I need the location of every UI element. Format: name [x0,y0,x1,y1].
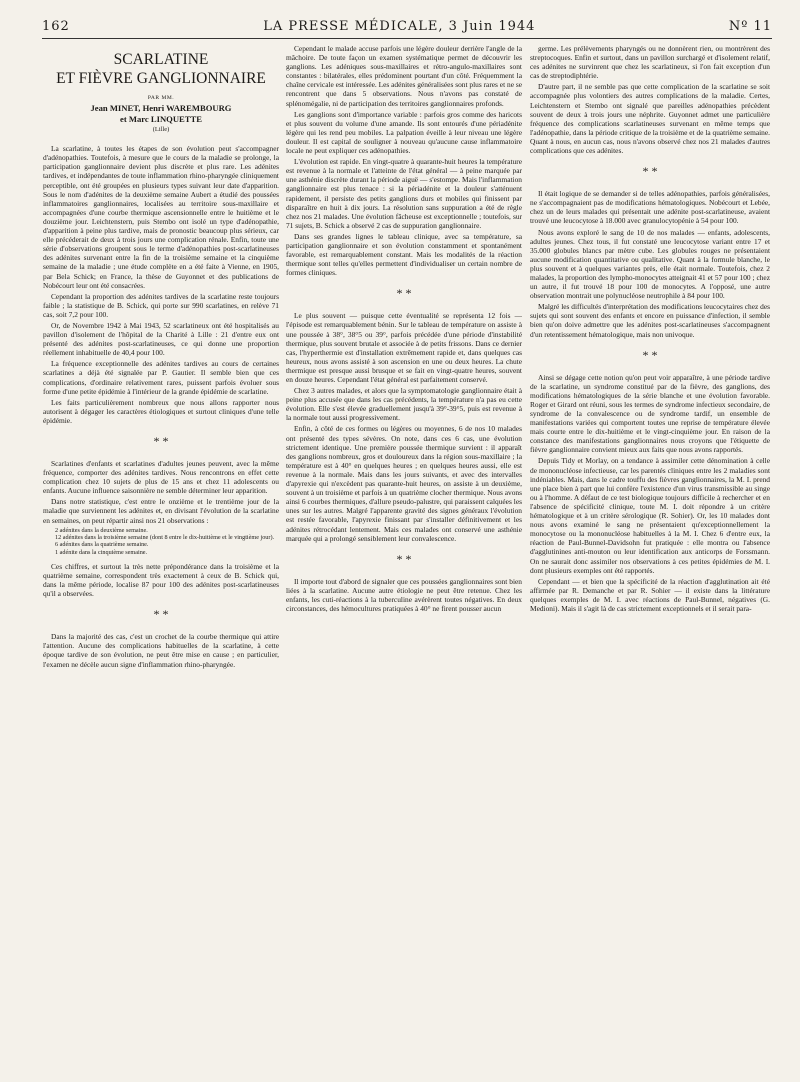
section-separator: * * [153,607,169,622]
paragraph: Cependant la proportion des adénites tardives de la scarlatine reste toujours faible ; la statistique de B. Schick, qui porte sur 990 scarlatines, en relève 71 cas, soit 7,2 pour 100. [43,291,279,319]
section-separator: * * [642,347,658,362]
par-label: PAR MM. [147,95,175,101]
paragraph: Les ganglions sont d'importance variable : parfois gros comme des haricots et plus souvent du volume d'une amande. Ils sont entourés d'une périadénite légère qui les rend peu mobiles. La palpation éveille à leur niveau une légère douleur. Il est capital de souligner à nouveau qu'aucune cause inflammatoire locale ne peut expliquer ces adénopathies. [286,109,522,156]
paragraph: Dans ses grandes lignes le tableau clinique, avec sa température, sa participation ganglionnaire et son évolution constamment et spontanément favorable, est remarquablement constant. Mais les modalités de la réaction thermique sont telles qu'elles permettent d'individualiser un certain nombre de formes cliniques. [286,231,522,278]
issue-number: Nº 11 [728,18,772,34]
article-title [43,50,279,88]
journal-title: LA PRESSE MÉDICALE, 3 Juin 1944 [263,18,536,34]
authors [43,103,279,125]
section-separator: * * [396,551,412,566]
paragraph: Or, de Novembre 1942 à Mai 1943, 52 scarlatineux ont été hospitalisés au pavillon d'isolement de l'hôpital de la Charité à Lille : 21 d'entre eux ont présenté des adénites post-scarlatineuses, ce qui donne une proportion réellement inhabituelle de 40,4 pour 100. [43,320,279,358]
paragraph: Depuis Tidy et Morlay, on a tendance à assimiler cette dénomination à celle de mononucléose infectieuse, car les parentés cliniques entre les 2 maladies sont indéniables. Mais, dans le cadre touffu des fièvres ganglionnaires, la M. I. prend une place bien à part que lui confère l'existence d'un virus transmissible au singe ou à l'homme. A défaut de ce test biologique toujours difficile à rechercher et en l'absence de spécificité clinique, toute M. I. doit répondre à un critère hématologique et à un critère sérologique (R. Sohier). Or, les 10 malades dont nous avons examiné le sang ne présentaient qu'exceptionnellement la monocytose ou la mononucléose habituelles à la M. I. Chez 6 d'entre eux, la réaction de Paul-Bunnel-Davidsohn fut pratiquée : elle montra ou l'absence d'agglutinines anti-mouton ou leur identification aux anticorps de Forssmann. On ne saurait donc assimiler nos observations à ces petites épidémies de M. I. dont plusieurs exemples ont été rapportés. [530,456,770,575]
list-item: 6 adénites dans la quatrième semaine. [55,541,149,549]
title-line-1: SCARLATINE [113,51,209,68]
paragraph: Ainsi se dégage cette notion qu'on peut voir apparaître, à une période tardive de la scarlatine, un syndrome constitué par de la fièvre, des ganglions, des modifications hématologiques de la série blanche et une évolution favorable. Roger et Girard ont réuni, sous les termes de syndrome infectieux secondaire, de syndrome de la convalescence ou de syndrome tardif, un ensemble de manifestations variées qui comportent toutes une reprise de température élevée mais courte entre le dix-huitième et le vingt-cinquième jour. En raison de la constance des manifestations ganglionnaires nous croyons que l'étiquette de fièvre ganglionnaire convient mieux aux faits que nous avons rapportés. [530,372,770,455]
paragraph: Il était logique de se demander si de telles adénopathies, parfois généralisées, ne s'accompagnaient pas de modifications hématologiques. Nobécourt et Lebée, chez un de leurs malades qui présentait une adénite post-scarlatineuse, avaient trouvé une leucocytose à 18.000 avec granulocytopénie à 54 pour 100. [530,189,770,226]
paragraph: Enfin, à côté de ces formes ou légères ou moyennes, 6 de nos 10 malades ont présenté des types sévères. On note, dans ces 6 cas, une évolution strictement identique. Une première poussée thermique survient : il apparaît des ganglions nombreux, gros et douloureux dans la région sous-maxillaire ; la température est à 40° en quelques heures ; en quelques heures aussi, elle est revenue à la normale. Mais dans les jours suivants, et avec des intervalles d'apyrexie qui n'excèdent pas quarante-huit heures, on assiste à un deuxième, souvent à un troisième et parfois à un quatrième clocher thermique. Nous avons ainsi 6 courbes thermiques, d'allure pseudo-palustre, qui paraissent calquées les unes sur les autres. Malgré l'apparente gravité des signes généraux l'évolution est restée favorable, l'apyrexie finissant par s'installer définitivement et les adénites rétrocédant lentement. Mais ces malades ont conservé une asthénie marquée qui a prolongé sensiblement leur convalescence. [286,424,522,543]
paragraph: Dans notre statistique, c'est entre le onzième et le trentième jour de la maladie que surviennent les adénites et, en divisant l'évolution de la scarlatine en semaines, on peut répartir ainsi nos 21 observations : [43,497,279,525]
paragraph: Les faits particulièrement nombreux que nous allons rapporter nous autorisent à dégager les caractères étiologiques et surtout cliniques d'une telle épidémie. [43,397,279,425]
week-distribution-list [55,527,279,556]
paragraph: La fréquence exceptionnelle des adénites tardives au cours de certaines scarlatines a déjà été signalée par P. Gautier. Il semble bien que ces complications, d'ordinaire relativement rares, puissent parfois évoluer sous forme d'une petite épidémie à l'intérieur de la grande épidémie de scarlatine. [43,359,279,396]
paragraph: D'autre part, il ne semble pas que cette complication de la scarlatine se soit accompagnée plus volontiers des autres complications de la maladie. Certes, Leichtenstern et Stembo ont signalé que pareilles adénopathies précèdent souvent de deux à trois jours une néphrite. Guyonnet admet une particulière fréquence des complications scarlatineuses survenant en même temps que l'adénopathie, dans la période critique de la troisième et de la quatrième semaine. Quant à nous, en aucun cas, nous n'avons observé chez nos 21 malades d'autres complications que ces adénites. [530,82,770,156]
authors-line-1: Jean MINET, Henri WAREMBOURG [90,103,232,114]
column-1 [43,44,279,1074]
paragraph: Cependant — et bien que la spécificité de la réaction d'agglutination ait été affirmée par R. Demanche et par R. Sohier — il existe dans la littérature quelques exemples de M. I. avec réactions de Paul-Bunnel, négatives (G. Medioni). Mais il s'agit là de cas strictement exceptionnels et il serait para- [530,576,770,613]
column-2 [286,44,522,1074]
authors-line-2: et Marc LINQUETTE [120,114,202,125]
column-3 [530,44,770,1074]
paragraph: L'évolution est rapide. En vingt-quatre à quarante-huit heures la température est revenue à la normale et l'atteinte de l'état général — à peine marquée par une asthénie discrète durant la période aiguë — s'estompe. Mais l'inflammation ganglionnaire est plus tenace : si la périadénite et la douleur s'atténuent rapidement, il persiste des petits ganglions durs et mobiles qui finissent par disparaître en huit à dix jours. La résolution sans suppuration a été de règle chez nos 21 malades. Une évolution fâcheuse est exceptionnelle ; toutefois, sur 71 sujets, B. Schick a observé 2 cas de suppuration ganglionnaire. [286,157,522,230]
title-line-2: ET FIÈVRE GANGLIONNAIRE [56,70,266,87]
paragraph: Dans la majorité des cas, c'est un crochet de la courbe thermique qui attire l'attention. Aucune des complications habituelles de la scarlatine, à cette époque tardive de son évolution, ne peut être mise en cause ; en particulier, l'examen ne décèle aucun signe d'inflammation rhino-pharyngée. [43,632,279,669]
paragraph: Ces chiffres, et surtout la très nette prépondérance dans la troisième et la quatrième semaine, correspondent très exactement à ceux de B. Schick qui, dans la même période, localise 87 pour 100 des adénites post-scarlatineuses qu'il a observées. [43,561,279,599]
section-separator: * * [153,434,169,448]
paragraph: Cependant le malade accuse parfois une légère douleur derrière l'angle de la mâchoire. De toute façon un examen systématique permet de découvrir les ganglions. Les adéniques sous-maxillaires et rétro-angulo-maxillaires sont constantes : bilatérales, elles prédominent pourtant d'un côté. Fréquemment la chaîne cervicale est intéressée. Les adénites généralisées sont plus rares et ne se rencontrent que dans 5 observations. Nous n'avons pas constaté de splénomégalie, ni de participation des territoires ganglionnaires profonds. [286,44,522,108]
section-separator: * * [642,164,658,179]
paragraph: Chez 3 autres malades, et alors que la symptomatologie ganglionnaire était à peine plus accusée que dans les cas précédents, la température n'a pas eu cette évolution. Elle s'est élevée graduellement jusqu'à 39°-39°5, puis est revenue à la normale tout aussi progressivement. [286,386,522,423]
paragraph: Scarlatines d'enfants et scarlatines d'adultes jeunes peuvent, avec la même fréquence, comporter des adénites tardives. Nous rencontrons en effet cette complication chez 10 sujets de plus de 15 ans et chez 11 adolescents ou enfants. Aucune influence saisonnière ne semble déterminer leur apparition. [43,459,279,496]
author-place: (Lille) [152,126,170,134]
paragraph: Malgré les difficultés d'interprétation des modifications leucocytaires chez des sujets qui sont souvent des enfants et encore en puissance d'infection, il semble bien qu'on doive admettre que les adénites post-scarlatineuses s'accompagnent d'un retentissement hématologique, mais non univoque. [530,302,770,339]
paragraph: germe. Les prélèvements pharyngés ou ne donnèrent rien, ou montrèrent des streptocoques. Enfin et surtout, dans un pavillon surchargé et d'isolement relatif, ces adénites ne survinrent que chez les scarlatineux, si l'on fait exception d'un cas de streptodiphtérie. [530,44,770,81]
list-item: 1 adénite dans la cinquième semaine. [55,548,148,556]
list-item: 2 adénites dans la deuxième semaine. [55,526,148,534]
page-number: 162 [42,18,70,34]
page-header [42,14,772,39]
paragraph: Le plus souvent — puisque cette éventualité se représenta 12 fois — l'épisode est remarquablement bénin. Sur le tableau de température on assiste à une poussée à 38°, 38°5 ou 39°, parfois précédée d'une période d'instabilité thermique, plus souvent brutale et associée à de petits frissons. Dans ce dernier cas, l'hyperthermie est d'installation extrêmement rapide et, dans quelques cas heureux, nous avons assisté à son ascension en une ou deux heures. La chute thermique est presque aussi brusque et se fait en vingt-quatre heures, souvent en douze heures. Cependant l'état général est parfaitement conservé. [286,311,522,384]
paragraph: Il importe tout d'abord de signaler que ces poussées ganglionnaires sont bien liées à la scarlatine. Aucune autre étiologie ne peut être retenue. Chez les enfants, les cuti-réactions à la tuberculine avérèrent toutes négatives. En deux circonstances, des hémocultures pratiquées à 40° ne firent pousser aucun [286,576,522,613]
list-item: 12 adénites dans la troisième semaine (dont 8 entre le dix-huitième et le vingtième jour). [55,533,275,541]
section-separator: * * [396,286,412,301]
paragraph: Nous avons exploré le sang de 10 de nos malades — enfants, adolescents, adultes jeunes. Chez tous, il fut constaté une leucocytose variant entre 17 et 35.000 globules blancs par mètre cube. Les globules rouges ne présentaient aucune modification quantitative ou qualitative. Quant à la formule blanche, le plus souvent et à quelques variantes près, elle était normale. Toutefois, chez 2 malades, la proportion des lympho-monocytes atteignait 41 et 57 pour 100 ; chez un autre, il fut trouvé 18 pour 100 de monocytes. A l'opposé, une autre observation montrait une polynucléose neutrophile à 84 pour 100. [530,227,770,301]
paragraph: La scarlatine, à toutes les étapes de son évolution peut s'accompagner d'adénopathies. Toutefois, à mesure que le cours de la maladie se prolonge, la participation ganglionnaire devient plus discrète et plus rare. Les adénites tardives, et indépendantes de toute inflammation rhino-pharyngée cliniquement perceptible, ont été groupées en plusieurs types suivant leur date d'apparition. Sous le nom d'adénites de la deuxième semaine Aubert a étudié des poussées inflammatoires ganglionnaires, localisées au territoire sous-maxillaire et accompagnées d'une courbe thermique ascensionnelle entre le huitième et le douzième jour. Leichtenstern, puis Stembo ont isolé un type d'adénopathie, d'apparition à peine plus tardive, mais de pronostic beaucoup plus sérieux, car elle précéderait de deux à trois jours une complication rénale. Enfin, toute une série d'observations groupent sous le terme d'adénopathies post-scarlatineuses des adénites survenant entre la fin de la troisième semaine et la cinquième semaine de la maladie ; une étude complète en a été faite à Vienne, en 1905, par Bela Schick; en France, la thèse de Guyonnet et des publications de Nobécourt leur ont été consacrées. [43,144,279,290]
